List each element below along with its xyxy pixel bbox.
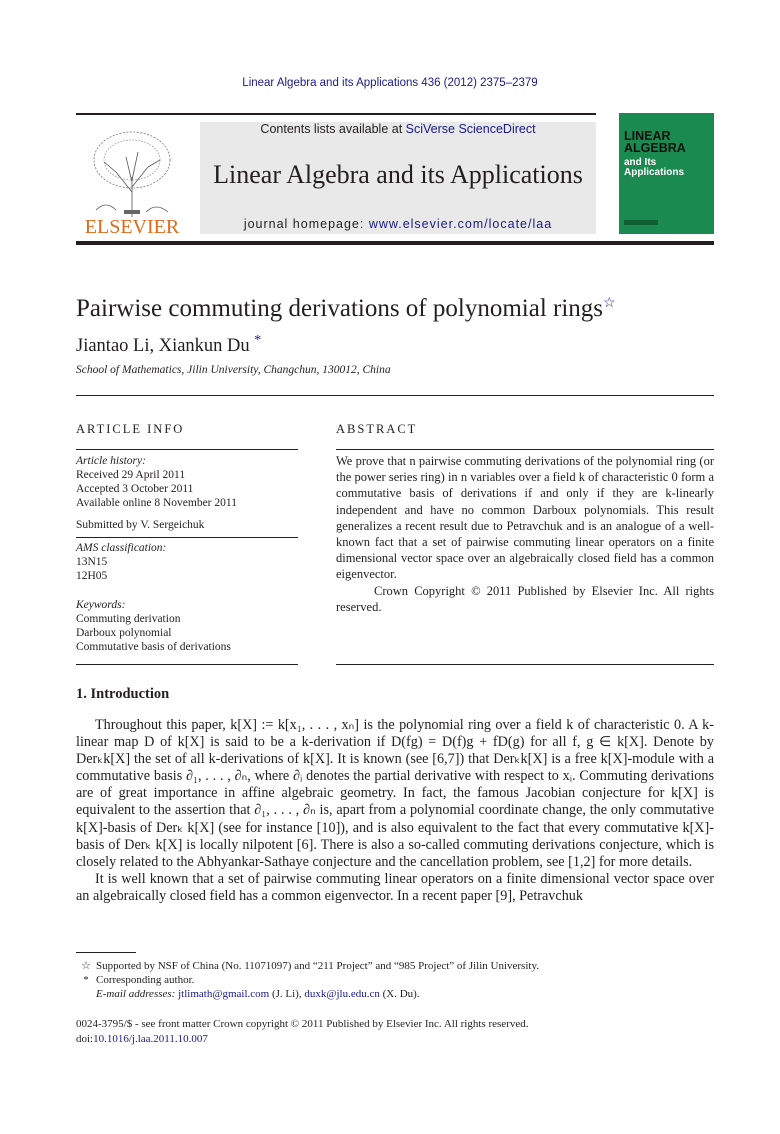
header-divider [76,241,714,245]
accepted-date: Accepted 3 October 2011 [76,483,194,495]
cover-title [624,130,712,154]
cover-line-3: and Its [624,157,657,168]
cover-line-4: Applications [624,167,685,178]
footnote-text: Supported by NSF of China (No. 11071097) and “211 Project” and “985 Project” of Jilin University. [96,960,539,972]
cover-subtitle [624,158,712,178]
issn-line: 0024-3795/$ - see front matter Crown copyright © 2011 Published by Elsevier Inc. All rights reserved. [76,1018,529,1030]
contents-prefix: Contents lists available at [260,122,406,136]
submitted-by: Submitted by V. Sergeichuk [76,519,205,531]
ams-label: AMS classification: [76,542,167,554]
footnotes [76,959,714,1001]
cover-line-2: ALGEBRA [624,141,686,155]
footnote-text: Corresponding author. [96,974,195,986]
sciencedirect-link[interactable]: SciVerse ScienceDirect [405,122,536,136]
section-heading: 1. Introduction [76,686,170,702]
affiliation: School of Mathematics, Jilin University, Changchun, 130012, China [76,364,391,376]
footnote-mark: ☆ [81,960,91,972]
email-line [76,987,714,1001]
footnote-mark: * [83,974,89,986]
article-title [76,295,616,323]
contents-line [200,122,596,136]
journal-reference[interactable]: Linear Algebra and its Applications 436 (2012) 2375–2379 [242,77,538,89]
ams-classification [76,541,298,583]
ams-code: 12H05 [76,570,108,582]
doi-label: doi: [76,1032,94,1045]
keyword: Commutative basis of derivations [76,641,231,653]
email-link[interactable]: duxk@jlu.edu.cn [304,988,380,1000]
homepage-link[interactable]: www.elsevier.com/locate/laa [368,217,553,231]
keywords [76,598,298,654]
front-matter [76,1017,714,1046]
abstract-text: We prove that n pairwise commuting derivations of the polynomial ring (or the power series ring) in n variables over a field k of characteristic 0 form a commutative basis of derivations if and only if they are k-linearly independent and have no common Darboux polynomials. This result generalizes a recent result due to Petravchuk and is an analogue of a well-known fact that a set of pairwise commuting linear operators on a finite dimensional vector space over an algebraically closed field has a common eigenvector. [336,454,714,582]
abstract-copyright: Crown Copyright © 2011 Published by Elsevier Inc. All rights reserved. [336,583,714,614]
abstract-heading: ABSTRACT [336,422,418,436]
elsevier-logo [76,122,188,237]
cover-strip [624,220,658,225]
tree-icon [76,122,188,237]
divider [336,664,714,665]
keyword: Darboux polynomial [76,627,172,639]
paragraph: It is well known that a set of pairwise commuting linear operators on a finite dimensional vector space over an algebraically closed field has a common eigenvector. In a recent paper [9], Petravchuk [76,870,714,904]
journal-title: Linear Algebra and its Applications [213,160,583,189]
divider [336,449,714,450]
divider [76,537,298,538]
publisher-name: ELSEVIER [84,216,180,237]
footnote-rule [76,952,136,953]
body-text [76,717,714,905]
masthead-rule [76,113,596,115]
email-owner: (X. Du). [379,988,420,1000]
abstract [336,453,714,615]
email-label: E-mail addresses: [96,988,179,1000]
divider [76,395,714,396]
article-title-text: Pairwise commuting derivations of polynomial rings [76,295,604,322]
email-link[interactable]: jtlimath@gmail.com [178,988,270,1000]
online-date: Available online 8 November 2011 [76,497,237,509]
cover-line-1: LINEAR [624,129,671,143]
divider [76,664,298,665]
homepage-prefix: journal homepage: [243,217,369,231]
authors [76,333,261,357]
divider [76,449,298,450]
article-info-heading: ARTICLE INFO [76,422,185,436]
received-date: Received 29 April 2011 [76,469,186,481]
article-history [76,454,298,532]
title-footnote-mark[interactable]: ☆ [603,296,616,311]
author-names: Jiantao Li, Xiankun Du [76,336,250,357]
doi-line [76,1032,714,1047]
ams-code: 13N15 [76,556,108,568]
keywords-label: Keywords: [76,599,126,611]
footnote [76,973,714,987]
history-label: Article history: [76,455,146,467]
corresponding-author-mark[interactable]: * [254,333,262,348]
homepage-line [200,217,596,231]
footnote [76,959,714,973]
email-owner: (J. Li), [269,988,305,1000]
keyword: Commuting derivation [76,613,181,625]
doi-link[interactable]: 10.1016/j.laa.2011.10.007 [93,1032,208,1045]
paragraph: Throughout this paper, k[X] := k[x₁, . . . , xₙ] is the polynomial ring over a field k of characteristic 0. A k-linear map D of k[X] is said to be a k-derivation if D(fg) = D(f)g + fD(g) for all f, g ∈ k[X]. Denote by Derₖk[X] the set of all k-derivations of k[X]. It is known (see [6,7]) that Derₖk[X] is a free k[X]-module with a commutative basis ∂₁, . . . , ∂ₙ, where ∂ᵢ denotes the partial derivative with respect to xᵢ. Commuting derivations are of great importance in affine algebraic geometry. In fact, the famous Jacobian conjecture for k[X] is equivalent to the assertion that ∂₁, . . . , ∂ₙ is, apart from a polynomial coordinate change, the only commutative k[X]-basis of Derₖ k[X] (see for instance [10]), and is also equivalent to the fact that every commutative k[X]-basis of Derₖ k[X] is locally nilpotent [6]. There is also a so-called commuting derivations conjecture, which is closely related to the Abhyankar-Sathaye conjecture and the cancellation problem, see [1,2] for more details. [76,717,714,870]
